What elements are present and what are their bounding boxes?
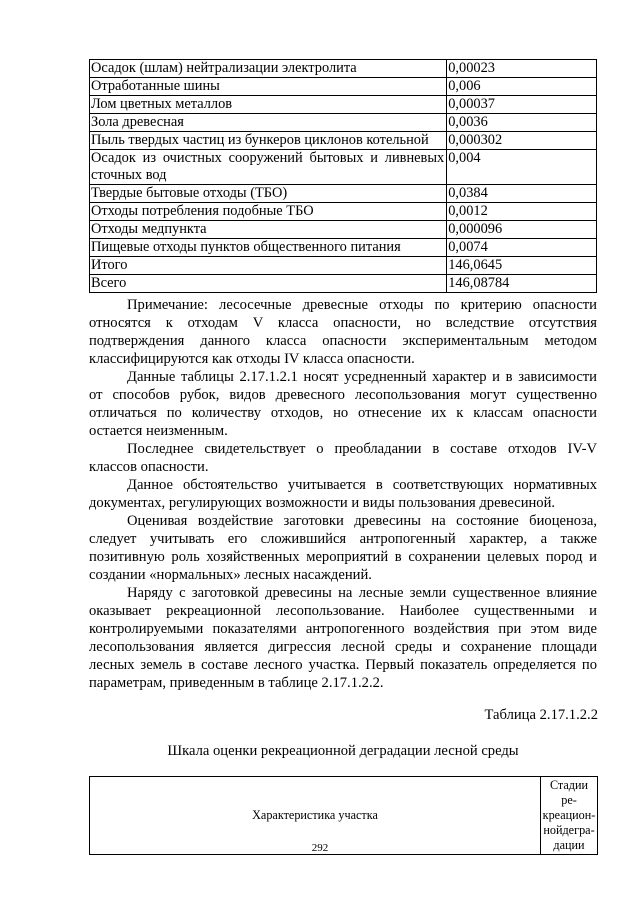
paragraph: Оценивая воздействие заготовки древесины на состояние биоценоза, следует учитывать его сложившийся антропогенный характер, а также позитивную роль хозяйственных мероприятий в сохранении целевых пород и создании «нормальных» лесных насаждений. <box>89 513 597 583</box>
waste-value-cell: 0,0384 <box>447 185 597 203</box>
waste-value-cell: 0,00037 <box>447 96 597 114</box>
table-row <box>90 78 597 96</box>
table-row <box>90 150 597 185</box>
page-number: 292 <box>311 842 329 854</box>
waste-name-cell: Пыль твердых частиц из бункеров циклонов котельной <box>90 132 447 150</box>
paragraph: Данное обстоятельство учитывается в соответствующих нормативных документах, регулирующих возможности и виды пользования древесиной. <box>89 477 597 511</box>
waste-value-cell: 0,004 <box>447 150 597 185</box>
waste-name-cell: Отходы потребления подобные ТБО <box>90 203 447 221</box>
waste-value-cell: 0,006 <box>447 78 597 96</box>
paragraph: Последнее свидетельствует о преобладании в составе отходов IV-V классов опасности. <box>89 441 597 475</box>
paragraph-note: Примечание: лесосечные древесные отходы по критерию опасности относятся к отходам V класса опасности, но вследствие отсутствия подтверждения данного класса опасности экспериментальным методом классифицируются как отходы IV класса опасности. <box>89 297 597 367</box>
paragraph: Наряду с заготовкой древесины на лесные земли существенное влияние оказывает рекреационной лесопользование. Наиболее существенными и контролируемыми показателями антропогенного воздействия при этом виде лесопользования является дигрессия лесной среды и сохранение площади лесных земель в составе лесного участка. Первый показатель определяется по параметрам, приведенным в таблице 2.17.1.2.2. <box>89 585 597 691</box>
waste-name-cell: Зола древесная <box>90 114 447 132</box>
waste-name-cell: Лом цветных металлов <box>90 96 447 114</box>
table-row <box>90 203 597 221</box>
table-row <box>90 239 597 257</box>
table-row <box>90 185 597 203</box>
waste-name-cell: Отработанные шины <box>90 78 447 96</box>
waste-name-cell: Пищевые отходы пунктов общественного питания <box>90 239 447 257</box>
paragraph: Данные таблицы 2.17.1.2.1 носят усредненный характер и в зависимости от способов рубок, видов древесного лесопользования могут существенно отличаться по количеству отходов, но отнесение их к классам опасности остается неизменным. <box>89 369 597 439</box>
waste-value-cell: 0,00023 <box>447 60 597 78</box>
column-header-line: дации <box>553 838 585 852</box>
waste-name-cell: Всего <box>90 275 447 293</box>
waste-value-cell: 146,08784 <box>447 275 597 293</box>
column-header-line: Стадии ре- <box>549 778 589 807</box>
table-row <box>90 275 597 293</box>
waste-value-cell: 0,000302 <box>447 132 597 150</box>
table-label: Таблица 2.17.1.2.2 <box>484 707 598 723</box>
table-row <box>90 60 597 78</box>
table-row <box>90 96 597 114</box>
table-title: Шкала оценки рекреационной деградации лесной среды <box>167 743 519 759</box>
waste-name-cell: Итого <box>90 257 447 275</box>
waste-value-cell: 0,0036 <box>447 114 597 132</box>
table-row <box>90 114 597 132</box>
table-row <box>90 221 597 239</box>
waste-name-cell: Твердые бытовые отходы (ТБО) <box>90 185 447 203</box>
waste-table <box>89 59 597 293</box>
column-header-characteristic: Характеристика участка <box>90 777 541 855</box>
waste-value-cell: 0,0012 <box>447 203 597 221</box>
table-row <box>90 132 597 150</box>
waste-value-cell: 0,000096 <box>447 221 597 239</box>
waste-name-cell: Осадок из очистных сооружений бытовых и ливневых сточных вод <box>90 150 447 185</box>
column-header-line: креацион- <box>542 808 596 822</box>
column-header-line: нойдегра- <box>543 823 595 837</box>
waste-name-cell: Осадок (шлам) нейтрализации электролита <box>90 60 447 78</box>
body-text <box>89 296 597 692</box>
waste-value-cell: 146,0645 <box>447 257 597 275</box>
table-row <box>90 257 597 275</box>
waste-name-cell: Отходы медпункта <box>90 221 447 239</box>
waste-value-cell: 0,0074 <box>447 239 597 257</box>
